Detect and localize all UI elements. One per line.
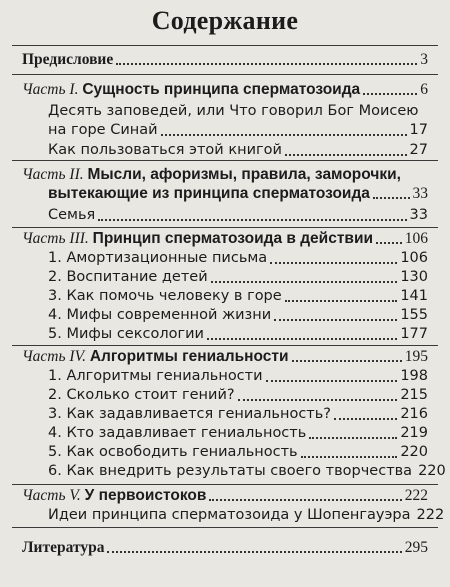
divider	[12, 227, 438, 228]
page-number: 155	[400, 307, 428, 323]
toc-part-5[interactable]	[0, 486, 450, 525]
part-prefix: Часть II.	[22, 166, 84, 183]
part-prefix: Часть I.	[22, 81, 79, 98]
dot-leader	[309, 437, 397, 439]
part-prefix: Часть IV.	[22, 348, 86, 365]
part-prefix: Часть V.	[22, 487, 81, 504]
page-number: 27	[409, 142, 428, 158]
dot-leader	[211, 281, 398, 283]
page-number: 216	[400, 406, 428, 422]
toc-item[interactable]	[0, 386, 450, 405]
entry-label: Семья	[48, 207, 96, 223]
page-number: 33	[409, 207, 428, 223]
part-title: Сущность принципа сперматозоида	[82, 81, 361, 98]
divider	[12, 160, 438, 161]
part-title: У первоистоков	[84, 487, 207, 504]
dot-leader	[373, 197, 410, 199]
entry-label: 5. Мифы сексологии	[48, 326, 204, 342]
toc-item[interactable]	[0, 367, 450, 386]
toc-item[interactable]	[0, 141, 450, 160]
dot-leader	[274, 319, 397, 321]
dot-leader	[285, 154, 407, 156]
entry-label: Как пользоваться этой книгой	[48, 142, 282, 158]
page-number: 219	[400, 425, 428, 441]
dot-leader	[98, 219, 406, 221]
dot-leader	[376, 242, 402, 244]
page-number: 195	[404, 348, 428, 365]
page-number: 295	[404, 539, 428, 556]
toc-item-cont[interactable]	[0, 121, 450, 140]
page-number: 215	[400, 387, 428, 403]
entry-label: Предисловие	[22, 51, 114, 68]
toc-entry-preface[interactable]	[0, 50, 450, 69]
toc-item[interactable]	[0, 424, 450, 443]
divider	[12, 45, 438, 46]
page-number: 220	[418, 463, 446, 479]
page-number: 220	[400, 444, 428, 460]
entry-label: 2. Сколько стоит гений?	[48, 387, 235, 403]
toc-part-3[interactable]	[0, 229, 450, 344]
toc-item[interactable]	[0, 405, 450, 424]
toc-item[interactable]	[0, 268, 450, 287]
part-title: Принцип сперматозоида в действии	[92, 230, 373, 247]
toc-item[interactable]	[0, 287, 450, 306]
toc-item[interactable]	[0, 206, 450, 225]
page-number: 6	[420, 81, 428, 98]
dot-leader	[116, 63, 417, 65]
entry-label: 1. Алгоритмы гениальности	[48, 368, 263, 384]
toc-item[interactable]	[0, 325, 450, 344]
dot-leader	[266, 380, 398, 382]
dot-leader	[301, 456, 398, 458]
divider	[12, 484, 438, 485]
part-title: Мысли, афоризмы, правила, заморочки,	[87, 166, 401, 183]
part-prefix: Часть III.	[22, 230, 89, 247]
page-number: 198	[400, 368, 428, 384]
entry-label: Литература	[22, 539, 105, 556]
toc-item[interactable]	[0, 506, 450, 525]
toc-part-1[interactable]	[0, 80, 450, 160]
entry-label: 3. Как помочь человеку в горе	[48, 288, 282, 304]
page-number: 222	[416, 507, 445, 523]
dot-leader	[363, 93, 417, 95]
toc-part-4[interactable]	[0, 347, 450, 481]
page-number: 177	[400, 326, 428, 342]
divider	[12, 74, 438, 75]
dot-leader	[107, 551, 401, 553]
entry-label: 5. Как освободить гениальность	[48, 444, 298, 460]
page-number: 106	[404, 230, 428, 247]
page-number: 130	[400, 269, 428, 285]
page-title: Содержание	[151, 6, 299, 35]
part-title: Алгоритмы гениальности	[89, 348, 289, 365]
divider	[12, 345, 438, 346]
dot-leader	[334, 418, 397, 420]
dot-leader	[238, 399, 398, 401]
entry-label: 3. Как задавливается гениальность?	[48, 406, 331, 422]
part-title-cont	[0, 184, 450, 203]
page-number: 17	[409, 122, 428, 138]
toc-item[interactable]	[0, 443, 450, 462]
dot-leader	[292, 360, 402, 362]
divider	[12, 527, 438, 528]
dot-leader	[207, 338, 397, 340]
dot-leader	[161, 134, 407, 136]
entry-label: Идеи принципа сперматозоида у Шопенгауэра	[48, 507, 411, 523]
dot-leader	[270, 262, 397, 264]
entry-label: на горе Синай	[48, 122, 158, 138]
entry-label: 4. Кто задавливает гениальность	[48, 425, 307, 441]
entry-label: 1. Амортизационные письма	[48, 250, 268, 266]
dot-leader	[209, 499, 401, 501]
entry-label: 6. Как внедрить результаты своего творчества	[48, 463, 413, 479]
toc-item[interactable]	[0, 306, 450, 325]
toc-entry-literature[interactable]	[0, 538, 450, 557]
entry-label: 2. Воспитание детей	[48, 269, 208, 285]
page-number: 33	[412, 185, 428, 202]
page-number: 222	[404, 487, 428, 504]
toc-item[interactable]	[0, 462, 450, 481]
entry-label: 4. Мифы современной жизни	[48, 307, 272, 323]
dot-leader	[285, 300, 398, 302]
page-number: 141	[400, 288, 428, 304]
toc-item[interactable]	[0, 249, 450, 268]
page-number: 106	[400, 250, 428, 266]
toc-part-2[interactable]	[0, 165, 450, 225]
entry-label: Десять заповедей, или Что говорил Бог Моисею	[48, 103, 419, 119]
toc-item[interactable]	[0, 102, 450, 121]
page-number: 3	[420, 51, 428, 68]
part-title: вытекающие из принципа сперматозоида	[48, 185, 370, 202]
